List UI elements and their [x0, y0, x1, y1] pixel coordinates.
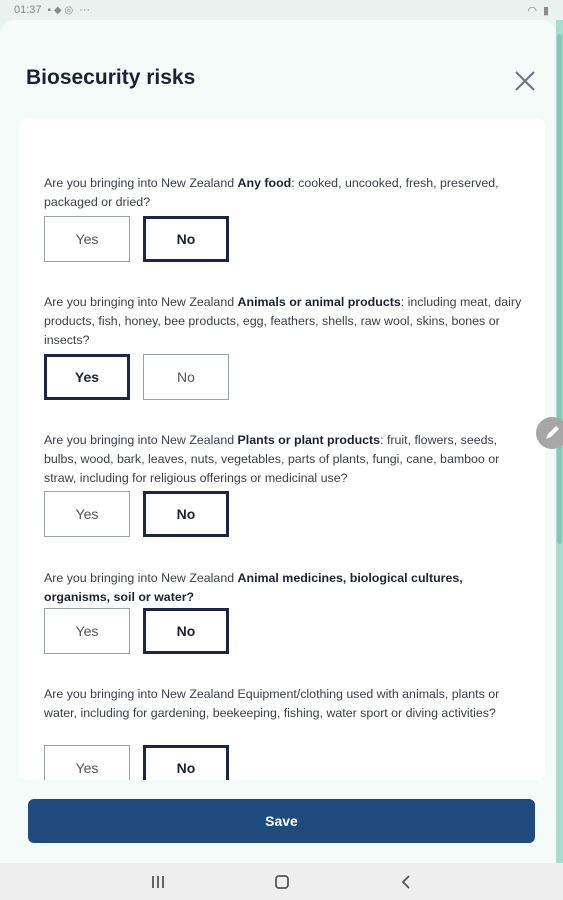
question-equipment-clothing [44, 685, 524, 723]
plant-products-yes-button[interactable]: Yes [44, 491, 130, 537]
more-notifications: ··· [79, 4, 91, 16]
question-any-food [44, 174, 524, 212]
question-suffix: : cooked, uncooked, fresh, preserved, packaged or dried? [44, 176, 499, 209]
system-nav-bar [0, 863, 563, 900]
recents-icon[interactable] [147, 871, 169, 893]
question-prefix: Are you bringing into New Zealand [44, 433, 238, 447]
animal-medicines-no-button[interactable]: No [143, 608, 229, 654]
question-suffix: : fruit, flowers, seeds, bulbs, wood, bark, leaves, nuts, vegetables, parts of plants, fungi, cane, bamboo or straw, including for religious offerings or medicinal use? [44, 433, 500, 485]
save-button[interactable]: Save [28, 799, 535, 843]
question-prefix: Are you bringing into New Zealand [44, 176, 238, 190]
question-plant-products [44, 431, 524, 488]
question-animal-medicines [44, 569, 524, 607]
pencil-icon[interactable] [536, 417, 563, 449]
questions-card [19, 118, 545, 780]
equipment-yes-button[interactable]: Yes [44, 745, 130, 780]
question-prefix: Are you bringing into New Zealand [44, 687, 238, 701]
status-time: 01:37 [14, 4, 42, 16]
wifi-icon: ◠ [527, 4, 537, 17]
question-suffix: : including meat, dairy products, fish, honey, bee products, egg, feathers, shells, raw wool, skins, bones or insects? [44, 295, 522, 347]
plant-products-no-button[interactable]: No [143, 491, 229, 537]
scrollbar-thumb[interactable] [557, 34, 562, 544]
home-icon[interactable] [271, 871, 293, 893]
animal-products-no-button[interactable]: No [143, 354, 229, 400]
animal-products-yes-button[interactable]: Yes [44, 354, 130, 400]
page-title: Biosecurity risks [26, 66, 196, 89]
question-suffix: Equipment/clothing used with animals, plants or water, including for gardening, beekeeping, fishing, water sport or diving activities? [44, 687, 500, 720]
status-bar [0, 0, 563, 20]
question-animal-products [44, 293, 524, 350]
animal-medicines-yes-button[interactable]: Yes [44, 608, 130, 654]
close-icon[interactable] [512, 68, 538, 94]
back-icon[interactable] [396, 871, 418, 893]
any-food-yes-button[interactable]: Yes [44, 216, 130, 262]
question-prefix: Are you bringing into New Zealand [44, 295, 238, 309]
question-bold: Animals or animal products [237, 295, 401, 309]
battery-icon: ▮ [542, 4, 549, 17]
question-prefix: Are you bringing into New Zealand [44, 571, 238, 585]
question-bold: Plants or plant products [237, 433, 381, 447]
any-food-no-button[interactable]: No [143, 216, 229, 262]
notification-icons: ▪ ◆ ◎ [47, 4, 74, 16]
equipment-no-button[interactable]: No [143, 745, 229, 780]
question-bold: Any food [237, 176, 292, 190]
question-bold: Animal medicines, biological cultures, organisms, soil or water? [44, 571, 463, 604]
